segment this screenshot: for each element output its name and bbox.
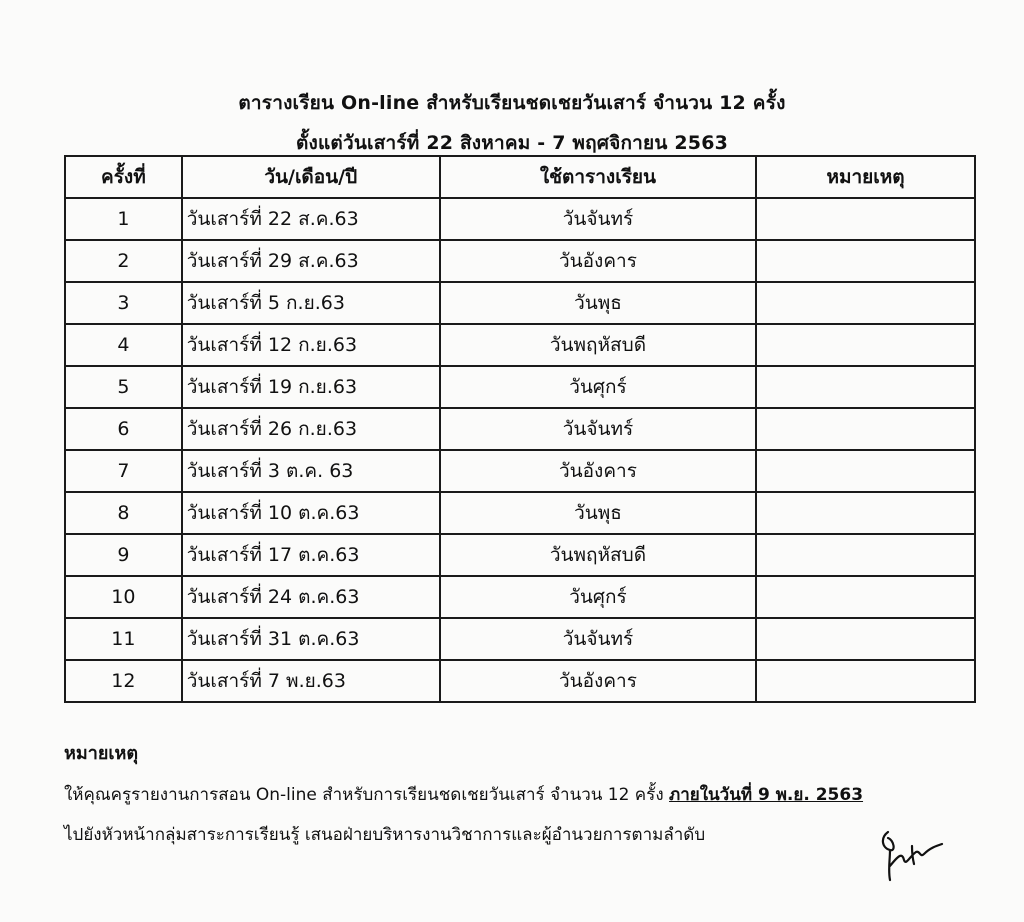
notes-heading: หมายเหตุ [64, 743, 139, 764]
row-schedule: วันศุกร์ [440, 576, 756, 618]
row-schedule: วันจันทร์ [440, 618, 756, 660]
table-row [65, 282, 975, 324]
row-number: 5 [65, 366, 182, 408]
table-row [65, 240, 975, 282]
row-schedule: วันพุธ [440, 282, 756, 324]
row-date: วันเสาร์ที่ 24 ต.ค.63 [182, 576, 440, 618]
table-row [65, 492, 975, 534]
row-number: 9 [65, 534, 182, 576]
row-schedule: วันพฤหัสบดี [440, 324, 756, 366]
row-note [756, 534, 975, 576]
row-note [756, 282, 975, 324]
row-date: วันเสาร์ที่ 19 ก.ย.63 [182, 366, 440, 408]
column-header-note: หมายเหตุ [756, 156, 975, 198]
row-date: วันเสาร์ที่ 5 ก.ย.63 [182, 282, 440, 324]
document-title: ตารางเรียน On-line สำหรับเรียนชดเชยวันเสาร์ จำนวน 12 ครั้ง [238, 92, 786, 114]
row-date: วันเสาร์ที่ 22 ส.ค.63 [182, 198, 440, 240]
table-row [65, 366, 975, 408]
row-number: 1 [65, 198, 182, 240]
row-number: 7 [65, 450, 182, 492]
row-date: วันเสาร์ที่ 26 ก.ย.63 [182, 408, 440, 450]
row-number: 4 [65, 324, 182, 366]
row-number: 2 [65, 240, 182, 282]
table-row [65, 660, 975, 702]
row-date: วันเสาร์ที่ 12 ก.ย.63 [182, 324, 440, 366]
row-note [756, 576, 975, 618]
row-schedule: วันอังคาร [440, 660, 756, 702]
signature-icon [876, 826, 946, 884]
row-schedule: วันจันทร์ [440, 198, 756, 240]
row-note [756, 366, 975, 408]
table-header-row [65, 156, 975, 198]
row-schedule: วันอังคาร [440, 240, 756, 282]
document-subtitle: ตั้งแต่วันเสาร์ที่ 22 สิงหาคม - 7 พฤศจิกายน 2563 [295, 132, 729, 154]
row-note [756, 408, 975, 450]
column-header-date: วัน/เดือน/ปี [182, 156, 440, 198]
row-number: 6 [65, 408, 182, 450]
schedule-table [64, 155, 976, 703]
row-date: วันเสาร์ที่ 7 พ.ย.63 [182, 660, 440, 702]
notes-line-1-text: ให้คุณครูรายงานการสอน On-line สำหรับการเรียนชดเชยวันเสาร์ จำนวน 12 ครั้ง [64, 785, 670, 805]
table-row [65, 324, 975, 366]
row-number: 10 [65, 576, 182, 618]
row-note [756, 492, 975, 534]
row-note [756, 618, 975, 660]
row-note [756, 198, 975, 240]
row-date: วันเสาร์ที่ 10 ต.ค.63 [182, 492, 440, 534]
row-schedule: วันพฤหัสบดี [440, 534, 756, 576]
row-date: วันเสาร์ที่ 29 ส.ค.63 [182, 240, 440, 282]
table-body [65, 198, 975, 702]
table-row [65, 198, 975, 240]
row-note [756, 240, 975, 282]
table-row [65, 450, 975, 492]
notes-line-1 [64, 781, 863, 808]
row-number: 11 [65, 618, 182, 660]
row-note [756, 660, 975, 702]
notes-deadline: ภายในวันที่ 9 พ.ย. 2563 [669, 785, 864, 805]
table-row [65, 618, 975, 660]
notes-line-2: ไปยังหัวหน้ากลุ่มสาระการเรียนรู้ เสนอฝ่ายบริหารงานวิชาการและผู้อำนวยการตามลำดับ [64, 825, 706, 845]
row-number: 12 [65, 660, 182, 702]
row-note [756, 324, 975, 366]
row-note [756, 450, 975, 492]
column-header-schedule: ใช้ตารางเรียน [440, 156, 756, 198]
table-row [65, 534, 975, 576]
row-schedule: วันศุกร์ [440, 366, 756, 408]
row-schedule: วันพุธ [440, 492, 756, 534]
row-schedule: วันจันทร์ [440, 408, 756, 450]
row-number: 3 [65, 282, 182, 324]
column-header-no: ครั้งที่ [65, 156, 182, 198]
row-schedule: วันอังคาร [440, 450, 756, 492]
row-date: วันเสาร์ที่ 17 ต.ค.63 [182, 534, 440, 576]
row-number: 8 [65, 492, 182, 534]
table-row [65, 408, 975, 450]
row-date: วันเสาร์ที่ 3 ต.ค. 63 [182, 450, 440, 492]
table-row [65, 576, 975, 618]
row-date: วันเสาร์ที่ 31 ต.ค.63 [182, 618, 440, 660]
